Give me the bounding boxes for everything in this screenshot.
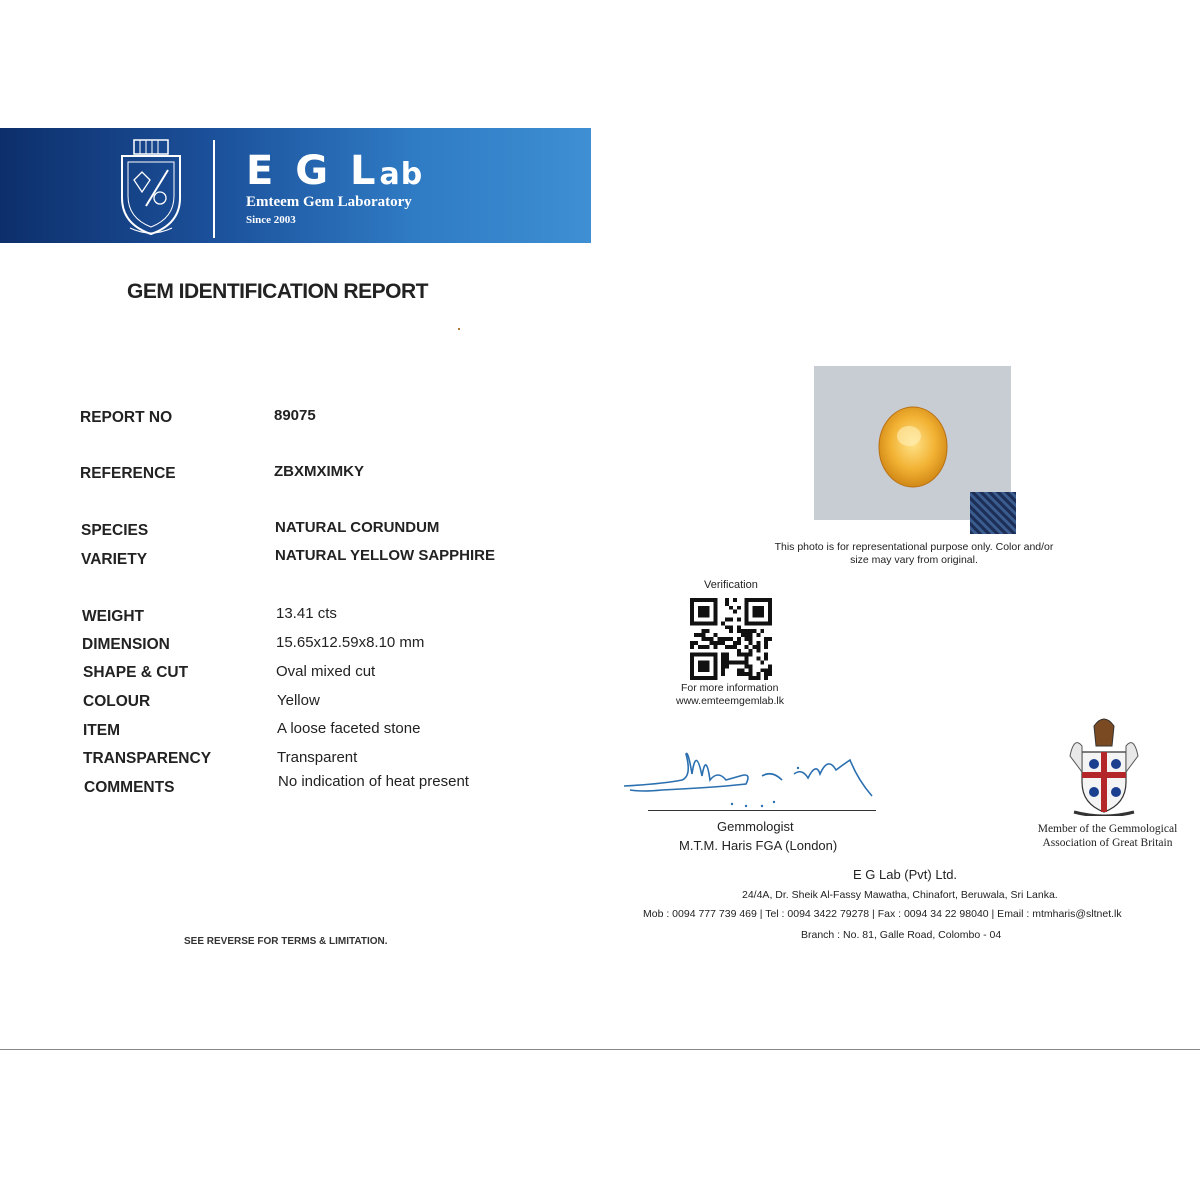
field-value-species: NATURAL CORUNDUM [275,519,440,536]
qr-code-icon[interactable] [690,598,772,680]
gemmologist-signature [622,740,882,812]
field-value-comments: No indication of heat present [278,773,469,790]
field-label-item: ITEM [83,722,121,739]
company-contacts: Mob : 0094 777 739 469 | Tel : 0094 3422 79278 | Fax : 0094 34 22 98040 | Email : mtmharis@sltnet.lk [643,908,1122,920]
field-value-shape-cut: Oval mixed cut [276,663,376,680]
field-label-variety: VARIETY [81,551,148,568]
association-membership [1030,822,1185,850]
verification-url-link[interactable]: www.emteemgemlab.lk [676,695,784,707]
field-value-transparency: Transparent [277,749,358,766]
verification-more-info: For more information [681,682,779,694]
brand-since: Since 2003 [246,214,296,226]
field-value-item: A loose faceted stone [277,720,421,737]
brand-name-main: E G L [246,148,380,194]
field-label-shape-cut: SHAPE & CUT [83,664,189,681]
field-label-comments: COMMENTS [84,779,175,796]
company-name: E G Lab (Pvt) Ltd. [853,867,958,882]
brand-name-small: ab [379,157,424,192]
photo-disclaimer-line2: size may vary from original. [850,554,978,566]
field-label-reference: REFERENCE [80,465,176,482]
field-value-variety: NATURAL YELLOW SAPPHIRE [275,547,496,564]
field-label-species: SPECIES [81,522,149,539]
field-label-report-no: REPORT NO [80,409,173,426]
photo-disclaimer [760,541,1068,567]
field-label-dimension: DIMENSION [82,636,170,653]
photo-disclaimer-line1: This photo is for representational purpose only. Color and/or [774,541,1054,553]
verification-label: Verification [704,579,758,591]
field-value-reference: ZBXMXIMKY [274,463,364,480]
field-label-transparency: TRANSPARENCY [83,750,212,767]
banner-divider [213,140,215,238]
header-banner [0,128,591,243]
signature-line [648,810,876,811]
page-bottom-rule [0,1049,1200,1050]
field-value-dimension: 15.65x12.59x8.10 mm [276,634,425,651]
gemmologist-name: M.T.M. Haris FGA (London) [679,838,838,853]
report-title: GEM IDENTIFICATION REPORT [127,280,428,303]
association-line2: Association of Great Britain [1042,837,1173,849]
company-branch: Branch : No. 81, Galle Road, Colombo - 04 [801,929,1002,941]
company-address: 24/4A, Dr. Sheik Al-Fassy Mawatha, Chinafort, Beruwala, Sri Lanka. [742,889,1058,901]
hologram-seal [970,492,1016,534]
terms-note: SEE REVERSE FOR TERMS & LIMITATION. [184,936,388,947]
field-label-colour: COLOUR [83,693,151,710]
brand-subtitle: Emteem Gem Laboratory [246,194,412,210]
field-label-weight: WEIGHT [82,608,144,625]
brand-name [246,148,423,194]
field-value-report-no: 89075 [274,407,316,424]
gemmologist-title: Gemmologist [717,819,794,834]
paper-speck [458,328,460,330]
association-line1: Member of the Gemmological [1037,823,1178,835]
field-value-colour: Yellow [277,692,320,709]
eg-lab-crest-icon [116,136,186,236]
gemmological-association-crest-icon [1064,712,1144,816]
field-value-weight: 13.41 cts [276,605,337,622]
